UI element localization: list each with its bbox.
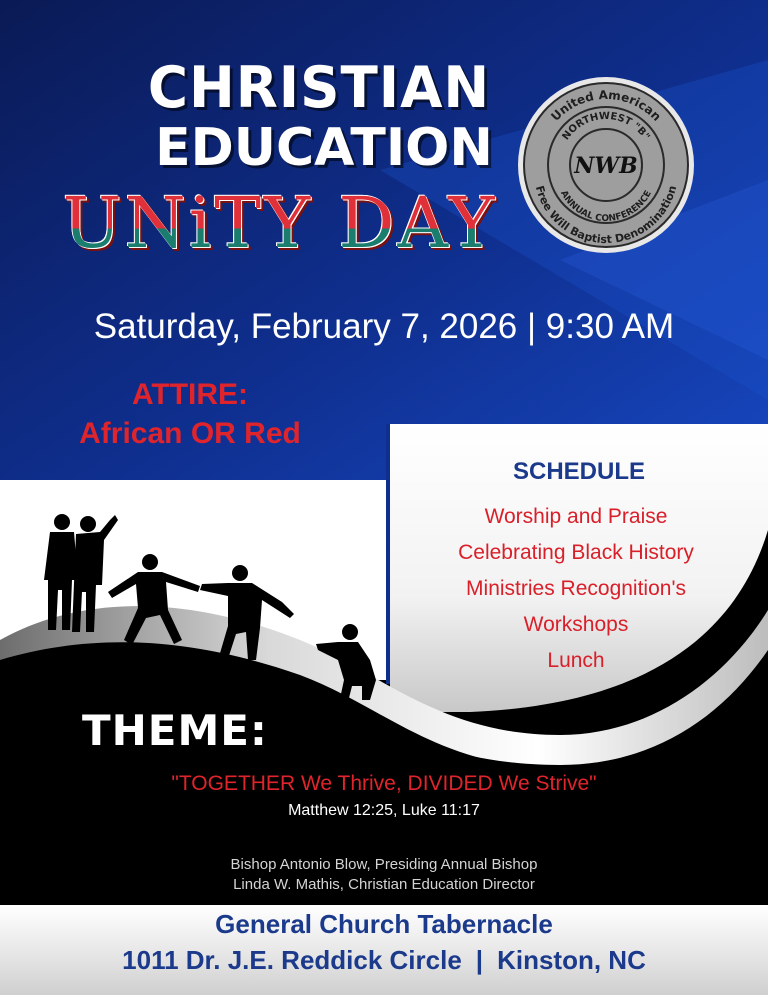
schedule-item: Ministries Recognition's: [466, 577, 686, 600]
title-line-1: CHRISTIAN: [147, 55, 491, 121]
venue-separator: |: [475, 945, 484, 975]
attire-value: African OR Red: [79, 417, 301, 450]
title-line-2: EDUCATION: [155, 118, 493, 178]
seal-ring-bottom: ANNUAL CONFERENCE: [558, 189, 654, 225]
theme-quote: "TOGETHER We Thrive, DIVIDED We Strive": [171, 772, 597, 795]
schedule-item: Workshops: [523, 613, 629, 636]
schedule-list: [390, 502, 762, 682]
schedule-item: Lunch: [547, 649, 605, 672]
venue-address: 1011 Dr. J.E. Reddick Circle: [122, 945, 462, 975]
official-director: Linda W. Mathis, Christian Education Director: [233, 876, 535, 893]
seal-ring-top: NORTHWEST "B": [560, 110, 652, 143]
official-bishop: Bishop Antonio Blow, Presiding Annual Bishop: [230, 856, 538, 873]
seal-arc-top: United American: [548, 87, 664, 124]
theme-label: THEME:: [82, 706, 268, 755]
seal-monogram: NWB: [574, 153, 638, 179]
officials: [0, 855, 768, 895]
theme-scripture: Matthew 12:25, Luke 11:17: [288, 802, 480, 819]
attire-label: ATTIRE:: [131, 378, 249, 411]
title-unity-day: UNiTY DAY: [55, 188, 505, 258]
venue-name: General Church Tabernacle: [215, 909, 553, 939]
venue-city: Kinston, NC: [497, 945, 646, 975]
seal-arc-bottom: Free Will Baptist Denomination: [532, 184, 680, 247]
schedule-title: SCHEDULE: [512, 458, 645, 485]
conference-seal-logo: [516, 75, 696, 255]
schedule-item: Celebrating Black History: [458, 541, 694, 564]
event-date-time: Saturday, February 7, 2026 | 9:30 AM: [93, 307, 675, 346]
schedule-item: Worship and Praise: [484, 505, 668, 528]
venue-address-line: [0, 944, 768, 976]
